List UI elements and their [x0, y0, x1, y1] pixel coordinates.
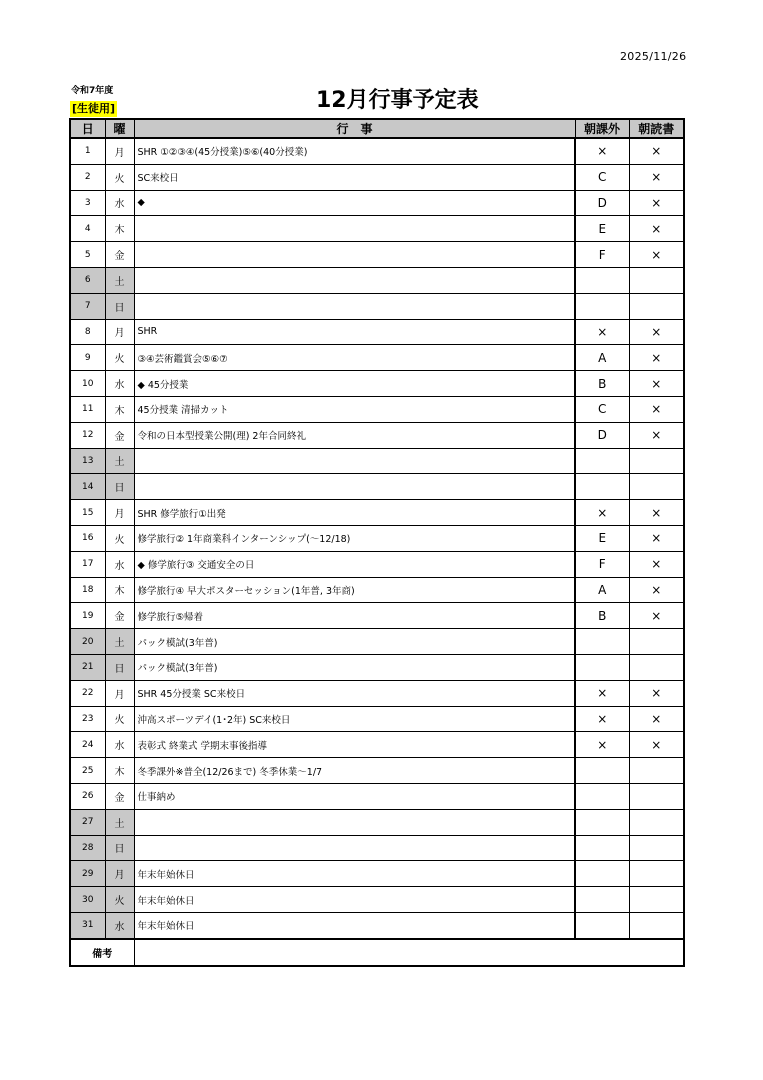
- morning-reading-cell: [629, 783, 684, 809]
- day-cell: 1: [70, 138, 105, 164]
- morning-reading-cell: ×: [629, 164, 684, 190]
- weekday-cell: 金: [105, 242, 134, 268]
- weekday-cell: 月: [105, 861, 134, 887]
- weekday-cell: 火: [105, 345, 134, 371]
- morning-reading-cell: [629, 474, 684, 500]
- weekday-cell: 日: [105, 654, 134, 680]
- day-cell: 16: [70, 525, 105, 551]
- day-cell: 14: [70, 474, 105, 500]
- morning-reading-cell: ×: [629, 603, 684, 629]
- morning-reading-cell: [629, 809, 684, 835]
- col-header-morning-class: 朝課外: [575, 119, 629, 138]
- morning-class-cell: [575, 293, 629, 319]
- table-row: [70, 319, 684, 345]
- print-date: 2025/11/26: [620, 50, 687, 63]
- table-row: [70, 629, 684, 655]
- weekday-cell: 日: [105, 474, 134, 500]
- day-cell: 6: [70, 267, 105, 293]
- event-cell: ◆: [134, 190, 575, 216]
- weekday-cell: 水: [105, 371, 134, 397]
- weekday-cell: 金: [105, 783, 134, 809]
- morning-class-cell: [575, 809, 629, 835]
- table-row: [70, 783, 684, 809]
- weekday-cell: 金: [105, 603, 134, 629]
- schedule-table: [69, 118, 685, 967]
- day-cell: 15: [70, 500, 105, 526]
- weekday-cell: 土: [105, 448, 134, 474]
- event-cell: [134, 809, 575, 835]
- morning-class-cell: D: [575, 422, 629, 448]
- morning-class-cell: [575, 654, 629, 680]
- weekday-cell: 水: [105, 190, 134, 216]
- morning-class-cell: F: [575, 242, 629, 268]
- event-cell: [134, 267, 575, 293]
- day-cell: 9: [70, 345, 105, 371]
- table-row: [70, 448, 684, 474]
- weekday-cell: 水: [105, 732, 134, 758]
- event-cell: 年末年始休日: [134, 912, 575, 938]
- day-cell: 23: [70, 706, 105, 732]
- col-header-weekday: 曜: [105, 119, 134, 138]
- day-cell: 19: [70, 603, 105, 629]
- table-row: [70, 525, 684, 551]
- morning-reading-cell: [629, 267, 684, 293]
- weekday-cell: 月: [105, 138, 134, 164]
- morning-reading-cell: [629, 758, 684, 784]
- event-cell: 沖高スポーツデイ(1･2年) SC来校日: [134, 706, 575, 732]
- weekday-cell: 火: [105, 887, 134, 913]
- day-cell: 29: [70, 861, 105, 887]
- day-cell: 31: [70, 912, 105, 938]
- event-cell: 45分授業 清掃カット: [134, 396, 575, 422]
- morning-class-cell: E: [575, 525, 629, 551]
- event-cell: SHR 45分授業 SC来校日: [134, 680, 575, 706]
- day-cell: 28: [70, 835, 105, 861]
- table-row: [70, 577, 684, 603]
- weekday-cell: 火: [105, 706, 134, 732]
- event-cell: ③④芸術鑑賞会⑤⑥⑦: [134, 345, 575, 371]
- weekday-cell: 木: [105, 577, 134, 603]
- morning-reading-cell: [629, 629, 684, 655]
- morning-class-cell: [575, 783, 629, 809]
- table-row: [70, 422, 684, 448]
- table-row: [70, 242, 684, 268]
- event-cell: [134, 474, 575, 500]
- morning-reading-cell: ×: [629, 577, 684, 603]
- morning-reading-cell: ×: [629, 345, 684, 371]
- event-cell: 仕事納め: [134, 783, 575, 809]
- table-row: [70, 706, 684, 732]
- morning-class-cell: B: [575, 603, 629, 629]
- event-cell: 修学旅行⑤帰着: [134, 603, 575, 629]
- morning-reading-cell: ×: [629, 706, 684, 732]
- table-row: [70, 190, 684, 216]
- morning-class-cell: [575, 835, 629, 861]
- event-cell: ◆ 修学旅行③ 交通安全の日: [134, 551, 575, 577]
- audience-label: [生徒用]: [72, 102, 116, 115]
- weekday-cell: 日: [105, 835, 134, 861]
- morning-reading-cell: ×: [629, 138, 684, 164]
- morning-reading-cell: ×: [629, 551, 684, 577]
- table-row: [70, 758, 684, 784]
- schedule-body: [70, 138, 684, 966]
- morning-class-cell: [575, 267, 629, 293]
- weekday-cell: 木: [105, 758, 134, 784]
- table-row: [70, 267, 684, 293]
- morning-reading-cell: [629, 912, 684, 938]
- remarks-row: [70, 939, 684, 966]
- col-header-morning-reading: 朝読書: [629, 119, 684, 138]
- weekday-cell: 金: [105, 422, 134, 448]
- morning-class-cell: [575, 912, 629, 938]
- morning-class-cell: A: [575, 577, 629, 603]
- day-cell: 17: [70, 551, 105, 577]
- event-cell: 冬季課外※普全(12/26まで) 冬季休業～1/7: [134, 758, 575, 784]
- weekday-cell: 月: [105, 680, 134, 706]
- morning-reading-cell: ×: [629, 242, 684, 268]
- table-row: [70, 345, 684, 371]
- morning-reading-cell: [629, 293, 684, 319]
- morning-class-cell: [575, 887, 629, 913]
- weekday-cell: 土: [105, 267, 134, 293]
- weekday-cell: 木: [105, 396, 134, 422]
- table-row: [70, 680, 684, 706]
- table-row: [70, 551, 684, 577]
- day-cell: 13: [70, 448, 105, 474]
- day-cell: 4: [70, 216, 105, 242]
- table-row: [70, 293, 684, 319]
- weekday-cell: 日: [105, 293, 134, 319]
- morning-reading-cell: ×: [629, 319, 684, 345]
- day-cell: 20: [70, 629, 105, 655]
- weekday-cell: 火: [105, 164, 134, 190]
- morning-reading-cell: ×: [629, 190, 684, 216]
- morning-reading-cell: [629, 861, 684, 887]
- table-row: [70, 887, 684, 913]
- day-cell: 3: [70, 190, 105, 216]
- table-row: [70, 654, 684, 680]
- morning-class-cell: F: [575, 551, 629, 577]
- morning-class-cell: C: [575, 164, 629, 190]
- morning-class-cell: [575, 629, 629, 655]
- event-cell: 令和の日本型授業公開(理) 2年合同終礼: [134, 422, 575, 448]
- table-row: [70, 216, 684, 242]
- morning-reading-cell: [629, 887, 684, 913]
- morning-reading-cell: [629, 654, 684, 680]
- table-row: [70, 474, 684, 500]
- day-cell: 2: [70, 164, 105, 190]
- morning-reading-cell: ×: [629, 371, 684, 397]
- morning-class-cell: ×: [575, 138, 629, 164]
- event-cell: [134, 216, 575, 242]
- remarks-label: 備考: [70, 939, 134, 966]
- morning-class-cell: B: [575, 371, 629, 397]
- page-title: 12月行事予定表: [316, 88, 479, 113]
- day-cell: 25: [70, 758, 105, 784]
- weekday-cell: 土: [105, 809, 134, 835]
- weekday-cell: 月: [105, 319, 134, 345]
- event-cell: SHR ①②③④(45分授業)⑤⑥(40分授業): [134, 138, 575, 164]
- table-row: [70, 371, 684, 397]
- event-cell: SHR: [134, 319, 575, 345]
- day-cell: 12: [70, 422, 105, 448]
- weekday-cell: 木: [105, 216, 134, 242]
- fiscal-year-label: 令和7年度: [71, 86, 114, 96]
- weekday-cell: 月: [105, 500, 134, 526]
- day-cell: 8: [70, 319, 105, 345]
- event-cell: 修学旅行④ 早大ポスターセッション(1年普, 3年商): [134, 577, 575, 603]
- weekday-cell: 水: [105, 912, 134, 938]
- morning-reading-cell: [629, 448, 684, 474]
- day-cell: 27: [70, 809, 105, 835]
- morning-reading-cell: ×: [629, 732, 684, 758]
- day-cell: 11: [70, 396, 105, 422]
- morning-reading-cell: ×: [629, 216, 684, 242]
- event-cell: パック模試(3年普): [134, 654, 575, 680]
- event-cell: ◆ 45分授業: [134, 371, 575, 397]
- event-cell: 修学旅行② 1年商業科インターンシップ(～12/18): [134, 525, 575, 551]
- col-header-event: 行 事: [134, 119, 575, 138]
- day-cell: 30: [70, 887, 105, 913]
- event-cell: SC来校日: [134, 164, 575, 190]
- table-row: [70, 500, 684, 526]
- table-row: [70, 603, 684, 629]
- morning-class-cell: [575, 474, 629, 500]
- weekday-cell: 水: [105, 551, 134, 577]
- weekday-cell: 土: [105, 629, 134, 655]
- table-row: [70, 861, 684, 887]
- morning-reading-cell: ×: [629, 422, 684, 448]
- event-cell: 年末年始休日: [134, 887, 575, 913]
- day-cell: 22: [70, 680, 105, 706]
- morning-reading-cell: ×: [629, 525, 684, 551]
- morning-class-cell: ×: [575, 732, 629, 758]
- morning-class-cell: A: [575, 345, 629, 371]
- table-row: [70, 138, 684, 164]
- morning-reading-cell: ×: [629, 680, 684, 706]
- event-cell: [134, 448, 575, 474]
- day-cell: 26: [70, 783, 105, 809]
- morning-class-cell: ×: [575, 706, 629, 732]
- event-cell: [134, 242, 575, 268]
- day-cell: 7: [70, 293, 105, 319]
- remarks-area: [134, 939, 684, 966]
- col-header-day: 日: [70, 119, 105, 138]
- table-row: [70, 732, 684, 758]
- event-cell: パック模試(3年普): [134, 629, 575, 655]
- day-cell: 10: [70, 371, 105, 397]
- table-row: [70, 912, 684, 938]
- event-cell: SHR 修学旅行①出発: [134, 500, 575, 526]
- day-cell: 21: [70, 654, 105, 680]
- header-row: [70, 119, 684, 138]
- day-cell: 24: [70, 732, 105, 758]
- day-cell: 5: [70, 242, 105, 268]
- morning-class-cell: E: [575, 216, 629, 242]
- morning-class-cell: [575, 861, 629, 887]
- morning-class-cell: [575, 758, 629, 784]
- event-cell: [134, 293, 575, 319]
- day-cell: 18: [70, 577, 105, 603]
- weekday-cell: 火: [105, 525, 134, 551]
- table-row: [70, 396, 684, 422]
- event-cell: [134, 835, 575, 861]
- morning-reading-cell: [629, 835, 684, 861]
- morning-class-cell: [575, 448, 629, 474]
- table-row: [70, 164, 684, 190]
- event-cell: 表彰式 終業式 学期末事後指導: [134, 732, 575, 758]
- event-cell: 年末年始休日: [134, 861, 575, 887]
- morning-class-cell: ×: [575, 680, 629, 706]
- morning-class-cell: ×: [575, 319, 629, 345]
- morning-class-cell: C: [575, 396, 629, 422]
- morning-class-cell: D: [575, 190, 629, 216]
- table-row: [70, 809, 684, 835]
- table-row: [70, 835, 684, 861]
- morning-reading-cell: ×: [629, 500, 684, 526]
- morning-reading-cell: ×: [629, 396, 684, 422]
- morning-class-cell: ×: [575, 500, 629, 526]
